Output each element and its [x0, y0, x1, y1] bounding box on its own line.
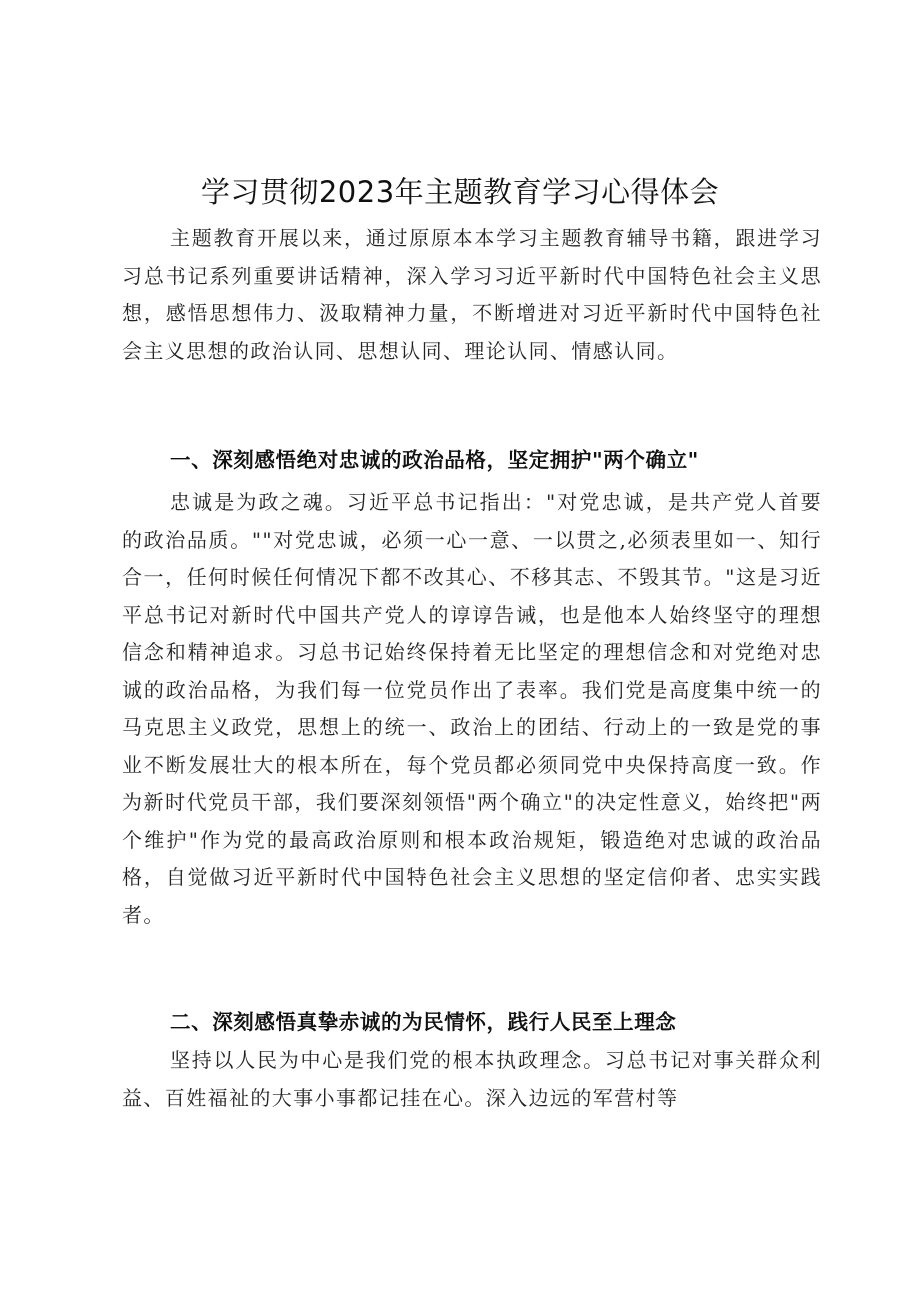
section-2-body: 坚持以人民为中心是我们党的根本执政理念。习总书记对事关群众利益、百姓福祉的大事小事都记挂在心。深入边远的军营村等	[122, 1048, 822, 1110]
section-1-body: 忠诚是为政之魂。习近平总书记指出："对党忠诚，是共产党人首要的政治品质。""对党忠诚，必须一心一意、一以贯之,必须表里如一、知行合一，任何时候任何情况下都不改其心、不移其志、不毁其节。"这是习近平总书记对新时代中国共产党人的谆谆告诫，也是他本人始终坚守的理想信念和精神追求。习总书记始终保持着无比坚定的理想信念和对党绝对忠诚的政治品格，为我们每一位党员作出了表率。我们党是高度集中统一的马克思主义政党，思想上的统一、政治上的团结、行动上的一致是党的事业不断发展壮大的根本所在，每个党员都必须同党中央保持高度一致。作为新时代党员干部，我们要深刻领悟"两个确立"的决定性意义，始终把"两个维护"作为党的最高政治原则和根本政治规矩，锻造绝对忠诚的政治品格，自觉做习近平新时代中国特色社会主义思想的坚定信仰者、忠实实践者。	[122, 490, 822, 927]
section-2-heading: 二、深刻感悟真挚赤诚的为民情怀，践行人民至上理念	[170, 1010, 677, 1034]
intro-paragraph: 主题教育开展以来，通过原原本本学习主题教育辅导书籍，跟进学习习总书记系列重要讲话精神，深入学习习近平新时代中国特色社会主义思想，感悟思想伟力、汲取精神力量，不断增进对习近平新时代中国特色社会主义思想的政治认同、思想认同、理论认同、情感认同。	[122, 226, 822, 363]
document-title: 学习贯彻2023年主题教育学习心得体会	[200, 175, 720, 209]
section-1-heading: 一、深刻感悟绝对忠诚的政治品格，坚定拥护"两个确立"	[170, 448, 699, 472]
